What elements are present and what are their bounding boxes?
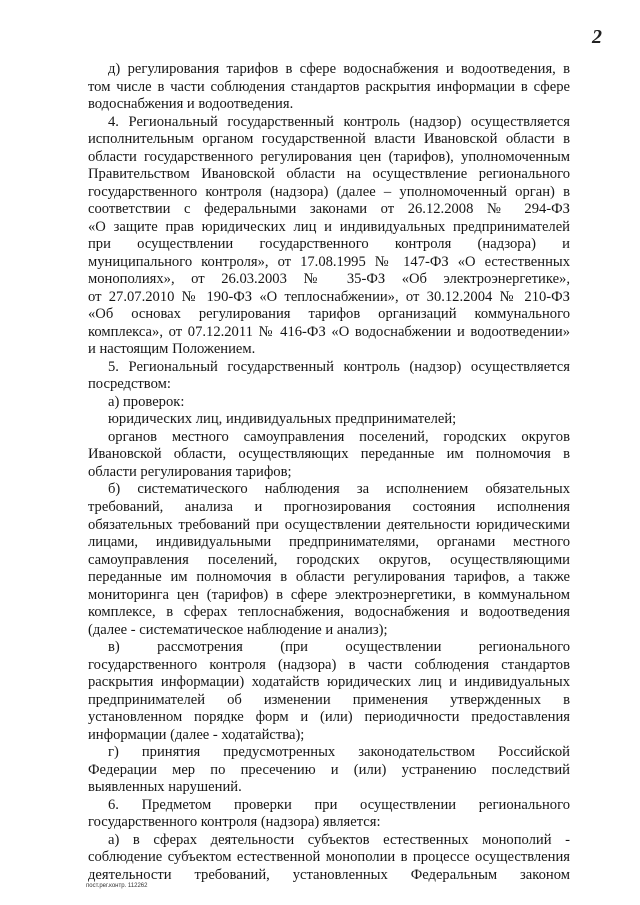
text-line: и настоящим Положением. [88, 341, 256, 358]
document-footer-code: пост.рег.контр. 112262 [86, 883, 148, 889]
text-line: области регулирования тарифов; [88, 463, 292, 480]
text-line: раскрытия информации) ходатайств юридических лиц и индивидуальных [88, 674, 570, 691]
text-line: переданные им полномочия в области регулирования тарифов, а также [88, 569, 570, 586]
text-line: соответствии с федеральными законами от 26.12.2008 № 294-ФЗ [88, 201, 570, 218]
text-line: «О защите прав юридических лиц и индивидуальных предпринимателей [88, 218, 570, 235]
text-line: посредством: [88, 376, 171, 393]
text-line: Федерации мер по пресечению и (или) устранению последствий [88, 761, 570, 778]
text-line: мониторинга цен (тарифов) в сфере электроэнергетики, в коммунальном [88, 586, 570, 603]
text-line: 5. Региональный государственный контроль (надзор) осуществляется [108, 358, 570, 375]
text-line: исполнительным органом государственной власти Ивановской области в [88, 131, 570, 148]
text-line: Правительством Ивановской области на осуществление регионального [88, 166, 570, 183]
text-line: юридических лиц, индивидуальных предпринимателей; [108, 411, 457, 428]
text-line: информации (далее - ходатайства); [88, 726, 305, 743]
text-line: требований, анализа и прогнозирования состояния исполнения [88, 499, 570, 515]
text-line: д) регулирования тарифов в сфере водоснабжения и водоотведения, в [108, 61, 570, 77]
text-line: (далее - систематическое наблюдение и анализ); [88, 621, 388, 638]
text-line: комплекса», от 07.12.2011 № 416-ФЗ «О водоснабжении и водоотведении» [88, 323, 570, 340]
text-line: монополиях», от 26.03.2003 № 35-ФЗ «Об электроэнергетике», [88, 271, 570, 288]
text-line: а) проверок: [108, 393, 185, 410]
text-line: выявленных нарушений. [88, 779, 242, 796]
text-line: муниципального контроля», от 17.08.1995 № 147-ФЗ «О естественных [88, 253, 570, 270]
text-line: обязательных требований при осуществлении деятельности юридическими [88, 516, 570, 533]
text-line: органов местного самоуправления поселений, городских округов [108, 428, 570, 445]
text-line: «Об основах регулирования тарифов организаций коммунального [88, 306, 570, 323]
text-line: от 27.07.2010 № 190-ФЗ «О теплоснабжении», от 30.12.2004 № 210-ФЗ [88, 288, 570, 305]
text-line: предпринимателей об изменении применения утвержденных в [88, 691, 570, 708]
text-line: государственного контроля (надзора) является: [88, 814, 381, 831]
text-line: соблюдение субъектом естественной монополии в процессе осуществления [88, 849, 570, 866]
text-line: деятельности требований, установленных Федеральным законом [88, 866, 570, 883]
text-line: 6. Предметом проверки при осуществлении регионального [108, 796, 570, 813]
text-line: водоснабжения и водоотведения. [88, 96, 294, 113]
text-line: лицами, индивидуальными предпринимателями, органами местного [88, 534, 570, 551]
text-line: комплексе, в сферах теплоснабжения, водоснабжения и водоотведения [88, 604, 570, 621]
text-line: б) систематического наблюдения за исполнением обязательных [108, 481, 570, 498]
text-line: области государственного регулирования цен (тарифов), уполномоченным [88, 148, 570, 165]
text-line: г) принятия предусмотренных законодательством Российской [108, 744, 570, 761]
text-line: при осуществлении государственного контроля (надзора) и [88, 236, 570, 253]
page-number: 2 [592, 26, 602, 48]
text-line: государственного контроля (надзора) (далее – уполномоченный орган) в [88, 183, 570, 200]
text-line: а) в сферах деятельности субъектов естественных монополий - [108, 831, 570, 848]
text-line: Ивановской области, осуществляющих переданные им полномочия в [88, 446, 570, 463]
text-line: в) рассмотрения (при осуществлении регионального [108, 639, 570, 656]
text-line: 4. Региональный государственный контроль (надзор) осуществляется [108, 113, 570, 130]
text-line: государственного контроля (надзора) в части соблюдения стандартов [88, 656, 570, 673]
text-line: установленном порядке форм и (или) периодичности предоставления [88, 709, 570, 726]
text-line: том числе в части соблюдения стандартов раскрытия информации в сфере [88, 78, 570, 95]
text-line: самоуправления поселений, городских округов, осуществляющими [88, 551, 570, 568]
